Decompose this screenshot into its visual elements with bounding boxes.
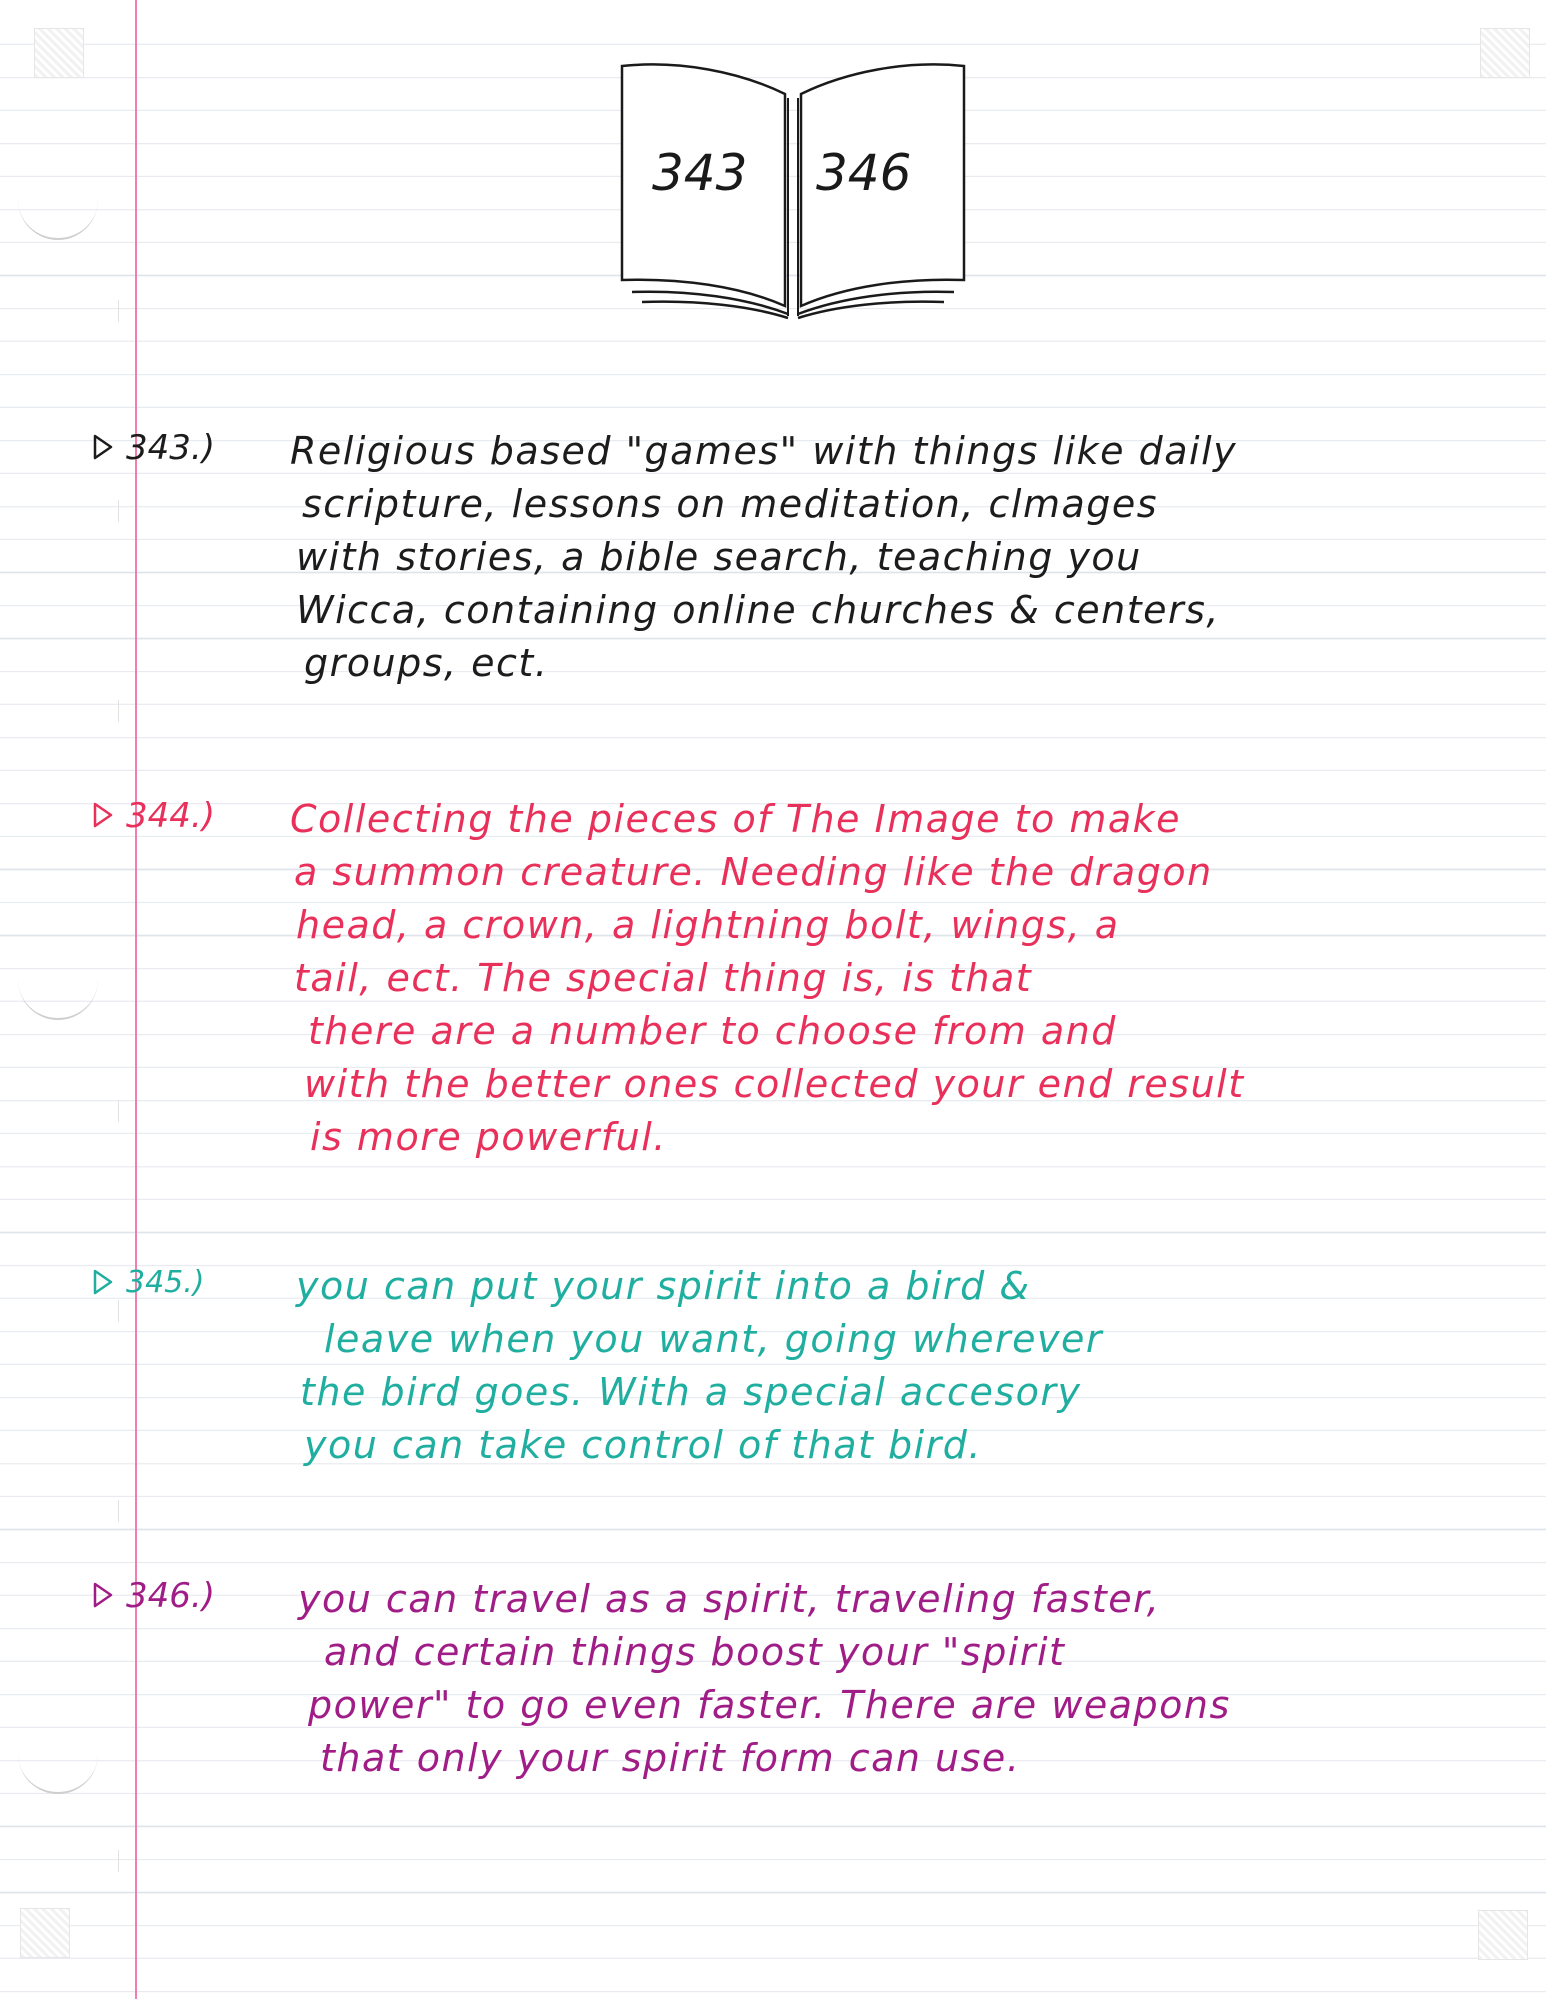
corner-mark-bottom-right bbox=[1478, 1910, 1528, 1960]
entry-number: 346.) bbox=[126, 1576, 215, 1616]
entry-line: head, a crown, a lightning bolt, wings, a bbox=[296, 903, 1120, 947]
binder-hole-middle bbox=[18, 968, 98, 1020]
binder-hole-bottom bbox=[18, 1742, 98, 1794]
margin-tick bbox=[118, 1100, 129, 1122]
entry-line: that only your spirit form can use. bbox=[320, 1736, 1021, 1780]
triangle-bullet-icon bbox=[92, 1268, 114, 1296]
entry-number: 343.) bbox=[126, 428, 215, 468]
margin-tick bbox=[118, 1500, 129, 1522]
margin-tick bbox=[118, 700, 129, 722]
entry-line: with stories, a bible search, teaching you bbox=[296, 535, 1142, 579]
entry-line: there are a number to choose from and bbox=[308, 1009, 1117, 1053]
binder-hole-top bbox=[18, 188, 98, 240]
entry-number: 345.) bbox=[126, 1265, 205, 1300]
triangle-bullet-icon bbox=[92, 433, 114, 461]
margin-line bbox=[135, 0, 137, 1999]
entry-text bbox=[290, 425, 1460, 690]
margin-tick bbox=[118, 500, 129, 522]
entry-text bbox=[290, 1260, 1460, 1472]
margin-tick bbox=[118, 1850, 129, 1872]
entry-line: you can travel as a spirit, traveling faster, bbox=[298, 1577, 1161, 1621]
entry-line: a summon creature. Needing like the dragon bbox=[294, 850, 1213, 894]
entry-line: Collecting the pieces of The Image to make bbox=[290, 797, 1182, 841]
entry-number: 344.) bbox=[126, 796, 215, 836]
entry-line: and certain things boost your "spirit bbox=[324, 1630, 1066, 1674]
open-book-icon bbox=[620, 58, 966, 320]
corner-mark-bottom-left bbox=[20, 1908, 70, 1958]
entry-line: scripture, lessons on meditation, clmages bbox=[302, 482, 1159, 526]
entry-line: leave when you want, going wherever bbox=[324, 1317, 1104, 1361]
entry-text bbox=[290, 793, 1460, 1164]
triangle-bullet-icon bbox=[92, 1581, 114, 1609]
entry-line: the bird goes. With a special accesory bbox=[300, 1370, 1082, 1414]
entry-line: tail, ect. The special thing is, is that bbox=[294, 956, 1033, 1000]
entry-line: Wicca, containing online churches & centers, bbox=[296, 588, 1221, 632]
entry-line: with the better ones collected your end result bbox=[304, 1062, 1245, 1106]
entry-text bbox=[290, 1573, 1460, 1785]
corner-mark-top-left bbox=[34, 28, 84, 78]
book-left-page-number: 343 bbox=[652, 144, 748, 202]
corner-mark-top-right bbox=[1480, 28, 1530, 78]
entry-line: you can put your spirit into a bird & bbox=[296, 1264, 1031, 1308]
entry-line: power" to go even faster. There are weapons bbox=[308, 1683, 1231, 1727]
margin-tick bbox=[118, 300, 129, 322]
triangle-bullet-icon bbox=[92, 801, 114, 829]
entry-line: groups, ect. bbox=[304, 641, 549, 685]
book-right-page-number: 346 bbox=[816, 144, 912, 202]
entry-line: Religious based "games" with things like daily bbox=[290, 429, 1238, 473]
entry-line: you can take control of that bird. bbox=[304, 1423, 982, 1467]
entry-line: is more powerful. bbox=[310, 1115, 667, 1159]
